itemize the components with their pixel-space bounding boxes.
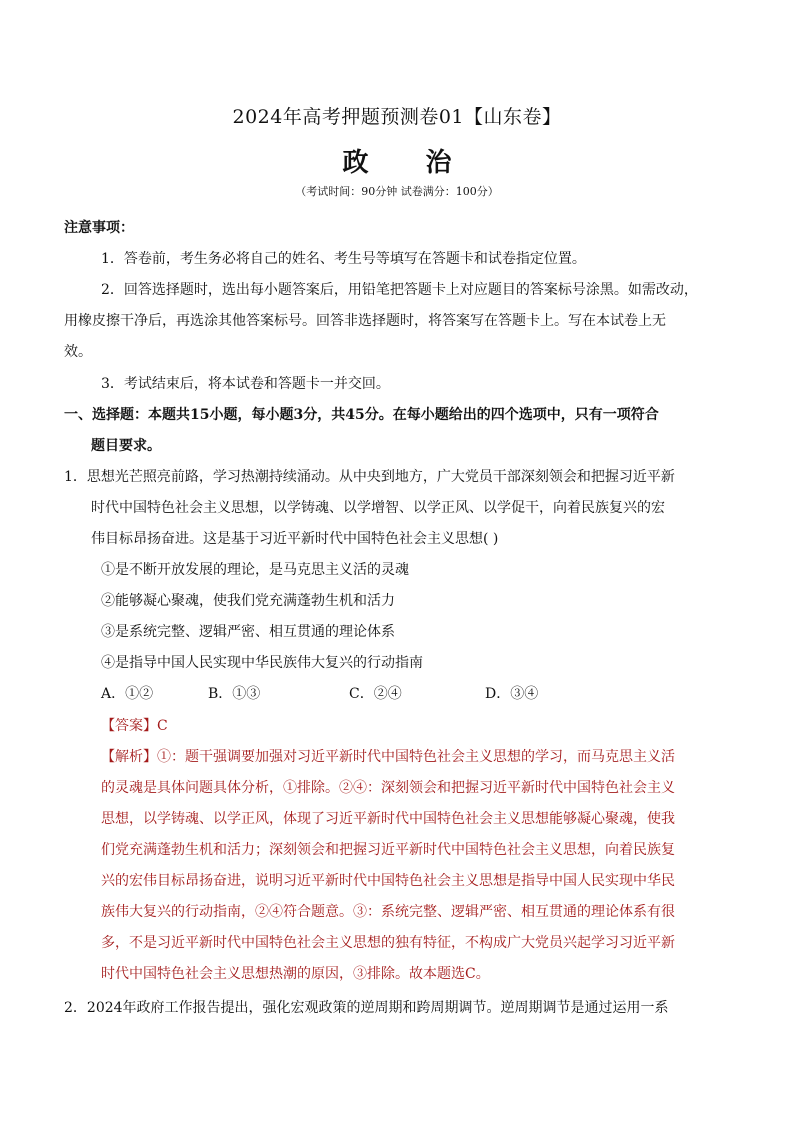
- analysis-line: 多，不是习近平新时代中国特色社会主义思想的独有特征，不构成广大党员兴起学习习近平新: [101, 935, 675, 951]
- exam-time-info: （考试时间：90分钟 试卷满分：100分）: [295, 185, 499, 198]
- question-1-options: [101, 683, 661, 703]
- question-1-statement-1: ①是不断开放发展的理论，是马克思主义活的灵魂: [101, 562, 409, 578]
- notice-item-3: 3．考试结束后，将本试卷和答题卡一并交回。: [101, 376, 390, 392]
- analysis-line: 【解析】①：题干强调要加强对习近平新时代中国特色社会主义思想的学习，而马克思主义活: [101, 749, 675, 765]
- question-1-answer: 【答案】C: [101, 718, 168, 734]
- question-1-stem-line-3: 伟目标昂扬奋进。这是基于习近平新时代中国特色社会主义思想( ): [91, 531, 499, 547]
- question-1-statement-3: ③是系统完整、逻辑严密、相互贯通的理论体系: [101, 624, 395, 640]
- option-c: C．②④: [349, 686, 402, 702]
- section-heading-line-2: 题目要求。: [91, 438, 161, 454]
- option-a: A．①②: [101, 686, 154, 702]
- question-2-stem-line-1: 2．2024年政府工作报告提出，强化宏观政策的逆周期和跨周期调节。逆周期调节是通过运用一系: [64, 1000, 669, 1016]
- analysis-line: 思想，以学铸魂、以学正风，体现了习近平新时代中国特色社会主义思想能够凝心聚魂，使我: [101, 811, 675, 827]
- question-1-statement-4: ④是指导中国人民实现中华民族伟大复兴的行动指南: [101, 655, 423, 671]
- notice-item-2-line-3: 效。: [64, 344, 92, 360]
- option-d: D．③④: [485, 686, 539, 702]
- section-heading-line-1: 一、选择题：本题共15小题，每小题3分，共45分。在每小题给出的四个选项中，只有一项符合: [64, 407, 659, 423]
- analysis-line: 时代中国特色社会主义思想热潮的原因，③排除。故本题选C。: [101, 966, 490, 982]
- question-1-stem-line-2: 时代中国特色社会主义思想，以学铸魂、以学增智、以学正风、以学促干，向着民族复兴的宏: [91, 500, 665, 516]
- exam-title: 2024年高考押题预测卷01【山东卷】: [232, 106, 562, 128]
- analysis-line: 的灵魂是具体问题具体分析，①排除。②④：深刻领会和把握习近平新时代中国特色社会主义: [101, 780, 675, 796]
- analysis-line: 兴的宏伟目标昂扬奋进，说明习近平新时代中国特色社会主义思想是指导中国人民实现中华民: [101, 873, 675, 889]
- notice-item-2-line-1: 2．回答选择题时，选出每小题答案后，用铅笔把答题卡上对应题目的答案标号涂黑。如需改动，: [101, 282, 698, 298]
- analysis-line: 们党充满蓬勃生机和活力；深刻领会和把握习近平新时代中国特色社会主义思想，向着民族复: [101, 842, 675, 858]
- subject-title: 政 治: [342, 148, 476, 178]
- option-b: B．①③: [208, 686, 261, 702]
- notice-item-1: 1．答卷前，考生务必将自己的姓名、考生号等填写在答题卡和试卷指定位置。: [101, 251, 586, 267]
- notice-item-2-line-2: 用橡皮擦干净后，再选涂其他答案标号。回答非选择题时，将答案写在答题卡上。写在本试卷上无: [64, 313, 666, 329]
- analysis-line: 族伟大复兴的行动指南，②④符合题意。③：系统完整、逻辑严密、相互贯通的理论体系有很: [101, 904, 675, 920]
- question-1-statement-2: ②能够凝心聚魂，使我们党充满蓬勃生机和活力: [101, 593, 395, 609]
- notice-heading: 注意事项：: [64, 220, 134, 236]
- question-1-stem-line-1: 1．思想光芒照亮前路，学习热潮持续涌动。从中央到地方，广大党员干部深刻领会和把握习近平新: [64, 469, 675, 485]
